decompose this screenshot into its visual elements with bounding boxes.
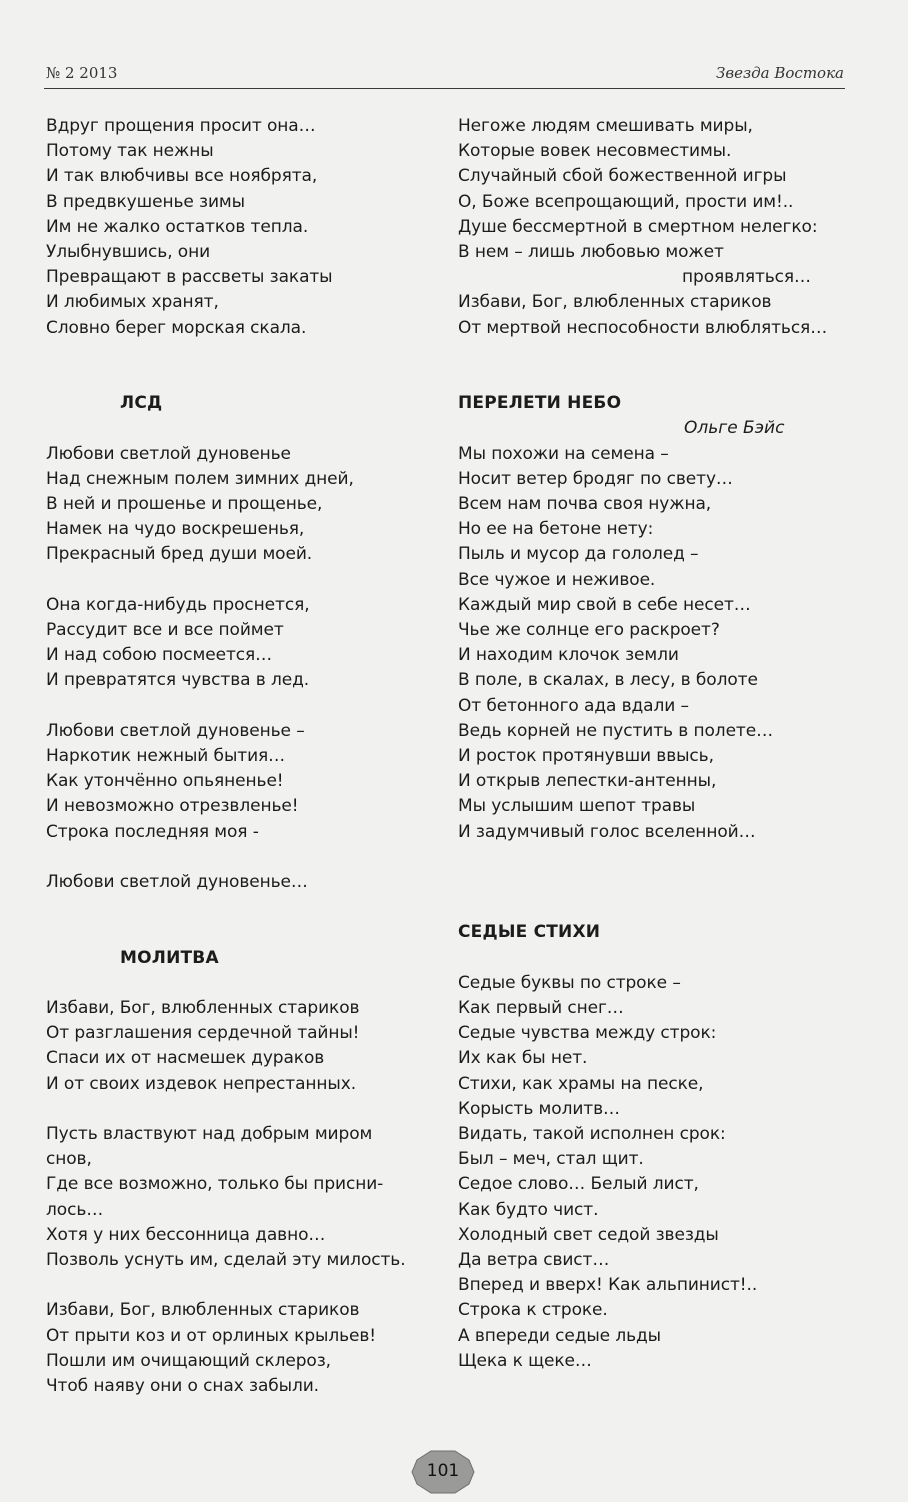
poem-line: Хотя у них бессонница давно… [46,1224,326,1245]
poem-line: Как утончённо опьяненье! [46,771,284,792]
stanza-gap [46,1097,446,1122]
right-column [458,114,848,1374]
poem-title: МОЛИТВА [120,947,219,968]
poem-line: Седые чувства между строк: [458,1023,717,1044]
stanza-gap [458,366,848,391]
poem-line: Как первый снег… [458,998,624,1019]
poem-line: Седое слово… Белый лист, [458,1174,699,1195]
poem-line: И невозможно отрезвленье! [46,796,299,817]
poem-line: От разглашения сердечной тайны! [46,1023,360,1044]
poem-dedication: Ольге Бэйс [684,418,785,439]
poem-line: Но ее на бетоне нету: [458,519,654,540]
header-rule [44,88,845,89]
poem-line: От бетонного ада вдали – [458,695,689,716]
poem-line: Видать, такой исполнен срок: [458,1124,726,1145]
page-number-badge [411,1450,475,1494]
poem-line: Строка к строке. [458,1300,608,1321]
poem-line: Негоже людям смешивать миры, [458,116,753,136]
poem-line: Вдруг прощения просит она… [46,116,316,136]
poem-title: ПЕРЕЛЕТИ НЕБО [458,393,622,414]
journal-title: Звезда Востока [716,64,844,82]
stanza-gap [458,341,848,366]
poem-line: И находим клочок земли [458,645,679,666]
stanza-gap [46,1273,446,1298]
poem-line: Наркотик нежный бытия… [46,746,286,766]
poem-line: И росток протянувши ввысь, [458,746,714,767]
poem-line: Ведь корней не пустить в полете… [458,720,773,741]
poem-line: Потому так нежны [46,141,214,162]
poem-line: Да ветра свист… [458,1250,610,1271]
page-number: 101 [426,1461,460,1481]
poem-line: Над снежным полем зимних дней, [46,468,354,489]
poem-line: Мы услышим шепот травы [458,796,696,817]
poem-line: Любови светлой дуновенье [46,443,291,464]
stanza-gap [46,895,446,920]
poem-line: В ней и прошенье и прощенье, [46,494,323,514]
poem-line: Словно берег морская скала. [46,317,307,338]
poem-line: Избави, Бог, влюбленных стариков [46,997,360,1018]
poem-line: Щека к щеке… [458,1350,592,1371]
stanza-gap [458,946,848,971]
poem-line: Носит ветер бродяг по свету… [458,468,733,489]
poem-line: проявляться… [682,267,811,288]
poem-line: Пошли им очищающий склероз, [46,1350,331,1371]
poem-line: Душе бессмертной в смертном нелегко: [458,216,818,237]
poem-line: Как будто чист. [458,1199,599,1220]
poem-line: Любови светлой дуновенье… [46,872,308,892]
poem-line: Превращают в рассветы закаты [46,267,333,288]
poem-line: Намек на чудо воскрешенья, [46,519,305,540]
poem-line: От прыти коз и от орлиных крыльев! [46,1325,377,1346]
poem-line: И так влюбчивы все ноябрята, [46,166,318,187]
poem-line: Всем нам почва своя нужна, [458,494,712,515]
poem-line: Избави, Бог, влюбленных стариков [458,292,772,313]
issue-label: № 2 2013 [46,64,118,82]
poem-line: Позволь уснуть им, сделай эту милость. [46,1249,406,1270]
poem-line: снов, [46,1149,92,1170]
poem-line: лось… [46,1199,104,1220]
poem-line: Где все возможно, только бы присни- [46,1174,384,1195]
poem-line: Любови светлой дуновенье – [46,720,305,741]
poem-line: О, Боже всепрощающий, прости им!.. [458,191,794,212]
poem-line: Холодный свет седой звезды [458,1224,719,1245]
poem-line: Пусть властвуют над добрым миром [46,1123,373,1144]
poem-line: И любимых хранят, [46,292,219,313]
poem-line: Все чужое и неживое. [458,569,656,590]
poem-line: И открыв лепестки-антенны, [458,771,717,792]
poem-line: И задумчивый голос вселенной… [458,821,756,842]
poem-line: Строка последняя моя - [46,821,259,842]
stanza-gap [458,845,848,870]
poem-line: Их как бы нет. [458,1048,588,1069]
poem-line: Которые вовек несовместимы. [458,141,732,162]
poem-line: Вперед и вверх! Как альпинист!.. [458,1275,758,1296]
poem-line: Каждый мир свой в себе несет… [458,594,751,615]
stanza-gap [46,920,446,945]
poem-line: От мертвой неспособности влюбляться… [458,317,828,338]
poem-line: Мы похожи на семена – [458,443,669,464]
left-column [46,114,446,1399]
poem-line: Случайный сбой божественной игры [458,166,787,187]
stanza-gap [46,366,446,391]
poem-line: Им не жалко остатков тепла. [46,216,309,237]
poem-line: Спаси их от насмешек дураков [46,1048,325,1069]
poem-line: Седые буквы по строке – [458,972,681,993]
stanza-gap [46,694,446,719]
stanza-gap [458,870,848,895]
stanza-gap [46,341,446,366]
poem-title: ЛСД [120,393,163,414]
poem-line: Стихи, как храмы на песке, [458,1073,704,1094]
poem-line: Рассудит все и все поймет [46,620,284,640]
poem-line: Избави, Бог, влюбленных стариков [46,1300,360,1321]
stanza-gap [46,416,446,441]
poem-line: И от своих издевок непрестанных. [46,1073,357,1094]
poem-line: И превратятся чувства в лед. [46,670,310,691]
poem-line: Корысть молитв… [458,1098,620,1119]
poem-line: Улыбнувшись, они [46,242,211,263]
poem-line: В поле, в скалах, в лесу, в болоте [458,670,758,691]
poem-line: Был – меч, стал щит. [458,1149,644,1170]
poem-line: А впереди седые льды [458,1325,661,1346]
stanza-gap [46,845,446,870]
poem-line: В нем – лишь любовью может [458,242,724,263]
poem-title: СЕДЫЕ СТИХИ [458,922,601,943]
poem-line: В предвкушенье зимы [46,191,245,212]
poem-line: Чтоб наяву они о снах забыли. [46,1375,319,1396]
poem-line: Она когда-нибудь проснется, [46,594,310,615]
poem-line: Пыль и мусор да гололед – [458,544,699,565]
stanza-gap [46,971,446,996]
stanza-gap [458,895,848,920]
stanza-gap [46,568,446,593]
poem-line: И над собою посмеется… [46,645,273,666]
poem-line: Прекрасный бред души моей. [46,544,313,565]
poem-line: Чье же солнце его раскроет? [458,620,720,641]
